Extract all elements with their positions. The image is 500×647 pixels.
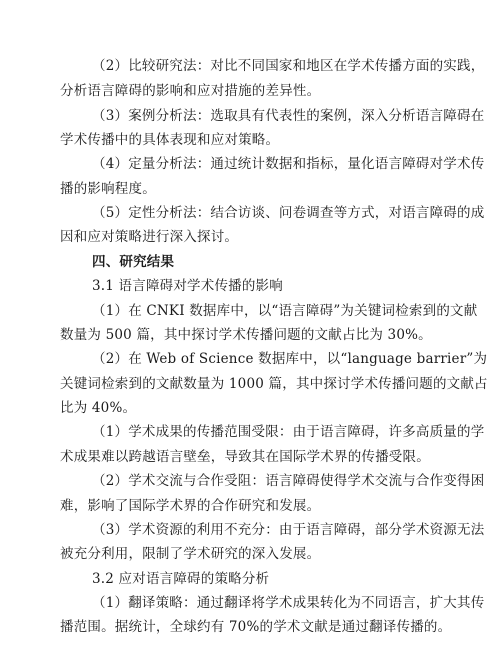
section-heading: 四、研究结果	[92, 254, 175, 270]
paragraph-line: 因和应对策略进行深入探讨。	[60, 229, 239, 245]
paragraph-line: 关键词检索到的文献数量为 1000 篇，其中探讨学术传播问题的文献占	[60, 376, 488, 392]
paragraph-line: 播范围。据统计，全球约有 70%的学术文献是通过翻译传播的。	[60, 619, 452, 635]
paragraph-line: （1）翻译策略：通过翻译将学术成果转化为不同语言，扩大其传	[92, 595, 485, 611]
paragraph-line: 播的影响程度。	[60, 181, 156, 197]
paragraph-line: 被充分利用，限制了学术研究的深入发展。	[60, 546, 321, 562]
paragraph-line: 比为 40%。	[60, 400, 137, 416]
paragraph-line: （2）比较研究法：对比不同国家和地区在学术传播方面的实践，	[92, 58, 485, 74]
paragraph-line: （5）定性分析法：结合访谈、问卷调查等方式，对语言障碍的成	[92, 205, 485, 221]
paragraph-line: （2）在 Web of Science 数据库中，以“language barrier”为	[92, 351, 488, 367]
paragraph-line: （3）学术资源的利用不充分：由于语言障碍，部分学术资源无法	[92, 522, 485, 538]
paragraph-line: 术成果难以跨越语言壁垒，导致其在国际学术界的传播受限。	[60, 449, 430, 465]
paragraph-line: 难，影响了国际学术界的合作研究和发展。	[60, 498, 321, 514]
paragraph-line: （1）在 CNKI 数据库中，以“语言障碍”为关键词检索到的文献	[92, 303, 478, 319]
subsection-heading: 3.1 语言障碍对学术传播的影响	[92, 278, 283, 294]
paragraph-line: （2）学术交流与合作受阻：语言障碍使得学术交流与合作变得困	[92, 473, 485, 489]
paragraph-line: 分析语言障碍的影响和应对措施的差异性。	[60, 83, 321, 99]
paragraph-line: 学术传播中的具体表现和应对策略。	[60, 132, 280, 148]
paragraph-line: （4）定量分析法：通过统计数据和指标，量化语言障碍对学术传	[92, 156, 485, 172]
paragraph-line: 数量为 500 篇，其中探讨学术传播问题的文献占比为 30%。	[60, 327, 432, 343]
subsection-heading: 3.2 应对语言障碍的策略分析	[92, 571, 270, 587]
paragraph-line: （1）学术成果的传播范围受限：由于语言障碍，许多高质量的学	[92, 424, 485, 440]
paragraph-line: （3）案例分析法：选取具有代表性的案例，深入分析语言障碍在	[92, 108, 485, 124]
